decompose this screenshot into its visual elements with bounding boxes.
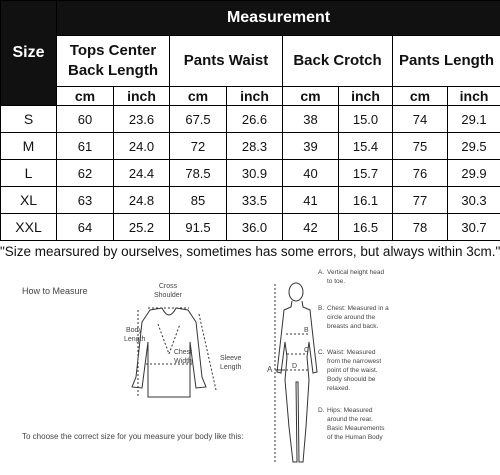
value-cell: 36.0: [227, 214, 283, 241]
value-cell: 23.6: [114, 106, 170, 133]
note-line: point of the waist.: [327, 367, 378, 374]
value-cell: 40: [283, 160, 339, 187]
value-cell: 39: [283, 133, 339, 160]
body-label-d: D: [292, 363, 298, 370]
measure-instruction-text: To choose the correct size for you measure your body like this:: [22, 432, 244, 441]
value-cell: 24.4: [114, 160, 170, 187]
value-cell: 29.9: [448, 160, 500, 187]
unit-header: inch: [227, 87, 283, 106]
how-to-measure-title: How to Measure: [22, 286, 88, 296]
table-row: [1, 133, 500, 160]
note-line: around the rear.: [327, 416, 373, 423]
value-cell: 76: [393, 160, 448, 187]
value-cell: 16.1: [339, 187, 393, 214]
note-line: Basic Meaurements: [327, 425, 385, 432]
measurement-header: Measurement: [57, 1, 500, 36]
chest-width-label-1: Chest: [173, 349, 193, 356]
value-cell: 30.7: [448, 214, 500, 241]
value-cell: 63: [57, 187, 114, 214]
size-header: Size: [1, 1, 57, 106]
value-cell: 28.3: [227, 133, 283, 160]
value-cell: 26.6: [227, 106, 283, 133]
value-cell: 61: [57, 133, 114, 160]
value-cell: 15.7: [339, 160, 393, 187]
note-line: Hips: Measured: [327, 407, 373, 414]
note-line: circle around the: [327, 314, 376, 321]
note-line: Chest: Measured in a: [327, 305, 389, 312]
value-cell: 16.5: [339, 214, 393, 241]
note-letter: D.: [318, 407, 325, 414]
column-header-tops: Tops Center Back Length: [57, 36, 170, 87]
size-cell: XL: [1, 187, 57, 214]
column-header-pants-length: Pants Length: [393, 36, 500, 87]
value-cell: 72: [170, 133, 227, 160]
value-cell: 62: [57, 160, 114, 187]
human-body-icon: [275, 283, 317, 462]
note-line: Waist: Measured: [327, 349, 376, 356]
value-cell: 29.1: [448, 106, 500, 133]
value-cell: 24.8: [114, 187, 170, 214]
value-cell: 41: [283, 187, 339, 214]
note-line: Vertical height head: [327, 269, 385, 276]
value-cell: 67.5: [170, 106, 227, 133]
value-cell: 25.2: [114, 214, 170, 241]
note-letter: C.: [318, 349, 325, 356]
cross-shoulder-label-1: Cross: [158, 283, 178, 290]
unit-header: inch: [114, 87, 170, 106]
body-label-c: C: [304, 347, 310, 354]
column-header-back-crotch: Back Crotch: [283, 36, 393, 87]
note-letter: A.: [318, 269, 325, 276]
unit-header: inch: [448, 87, 500, 106]
note-line: of the Human Body: [327, 434, 383, 441]
sleeve-length-label-2: Length: [220, 364, 242, 371]
value-cell: 74: [393, 106, 448, 133]
note-line: Body shoould be: [327, 376, 376, 383]
value-cell: 15.4: [339, 133, 393, 160]
size-cell: L: [1, 160, 57, 187]
body-label-a: A: [267, 365, 273, 374]
body-length-label-2: Length: [124, 336, 146, 343]
value-cell: 60: [57, 106, 114, 133]
value-cell: 85: [170, 187, 227, 214]
body-label-b: B: [304, 327, 309, 334]
table-row: [1, 160, 500, 187]
chest-width-label-2: Width: [174, 358, 192, 365]
how-to-measure-figure: [0, 262, 500, 475]
table-row: [1, 187, 500, 214]
sleeve-length-label-1: Sleeve: [220, 355, 242, 362]
value-cell: 33.5: [227, 187, 283, 214]
note-line: relaxed.: [327, 385, 351, 392]
value-cell: 64: [57, 214, 114, 241]
unit-header: cm: [57, 87, 114, 106]
value-cell: 30.3: [448, 187, 500, 214]
table-row: [1, 214, 500, 241]
value-cell: 30.9: [227, 160, 283, 187]
size-cell: M: [1, 133, 57, 160]
value-cell: 29.5: [448, 133, 500, 160]
note-line: breasts and back.: [327, 323, 379, 330]
value-cell: 38: [283, 106, 339, 133]
unit-header: inch: [339, 87, 393, 106]
value-cell: 24.0: [114, 133, 170, 160]
note-line: from the narrowest: [327, 358, 382, 365]
cross-shoulder-label-2: Shoulder: [153, 292, 183, 299]
measurement-notes: [318, 269, 389, 441]
body-length-label-1: Body: [126, 327, 142, 334]
unit-header: cm: [393, 87, 448, 106]
note-letter: B.: [318, 305, 325, 312]
unit-header: cm: [283, 87, 339, 106]
size-cell: S: [1, 106, 57, 133]
value-cell: 42: [283, 214, 339, 241]
value-cell: 78: [393, 214, 448, 241]
column-header-pants-waist: Pants Waist: [170, 36, 283, 87]
table-row: [1, 106, 500, 133]
value-cell: 15.0: [339, 106, 393, 133]
unit-header: cm: [170, 87, 227, 106]
size-disclaimer-note: "Size mearsured by ourselves, sometimes has some errors, but always within 3cm.": [0, 244, 500, 259]
value-cell: 91.5: [170, 214, 227, 241]
note-line: to toe.: [327, 278, 346, 285]
size-cell: XXL: [1, 214, 57, 241]
value-cell: 75: [393, 133, 448, 160]
value-cell: 77: [393, 187, 448, 214]
value-cell: 78.5: [170, 160, 227, 187]
